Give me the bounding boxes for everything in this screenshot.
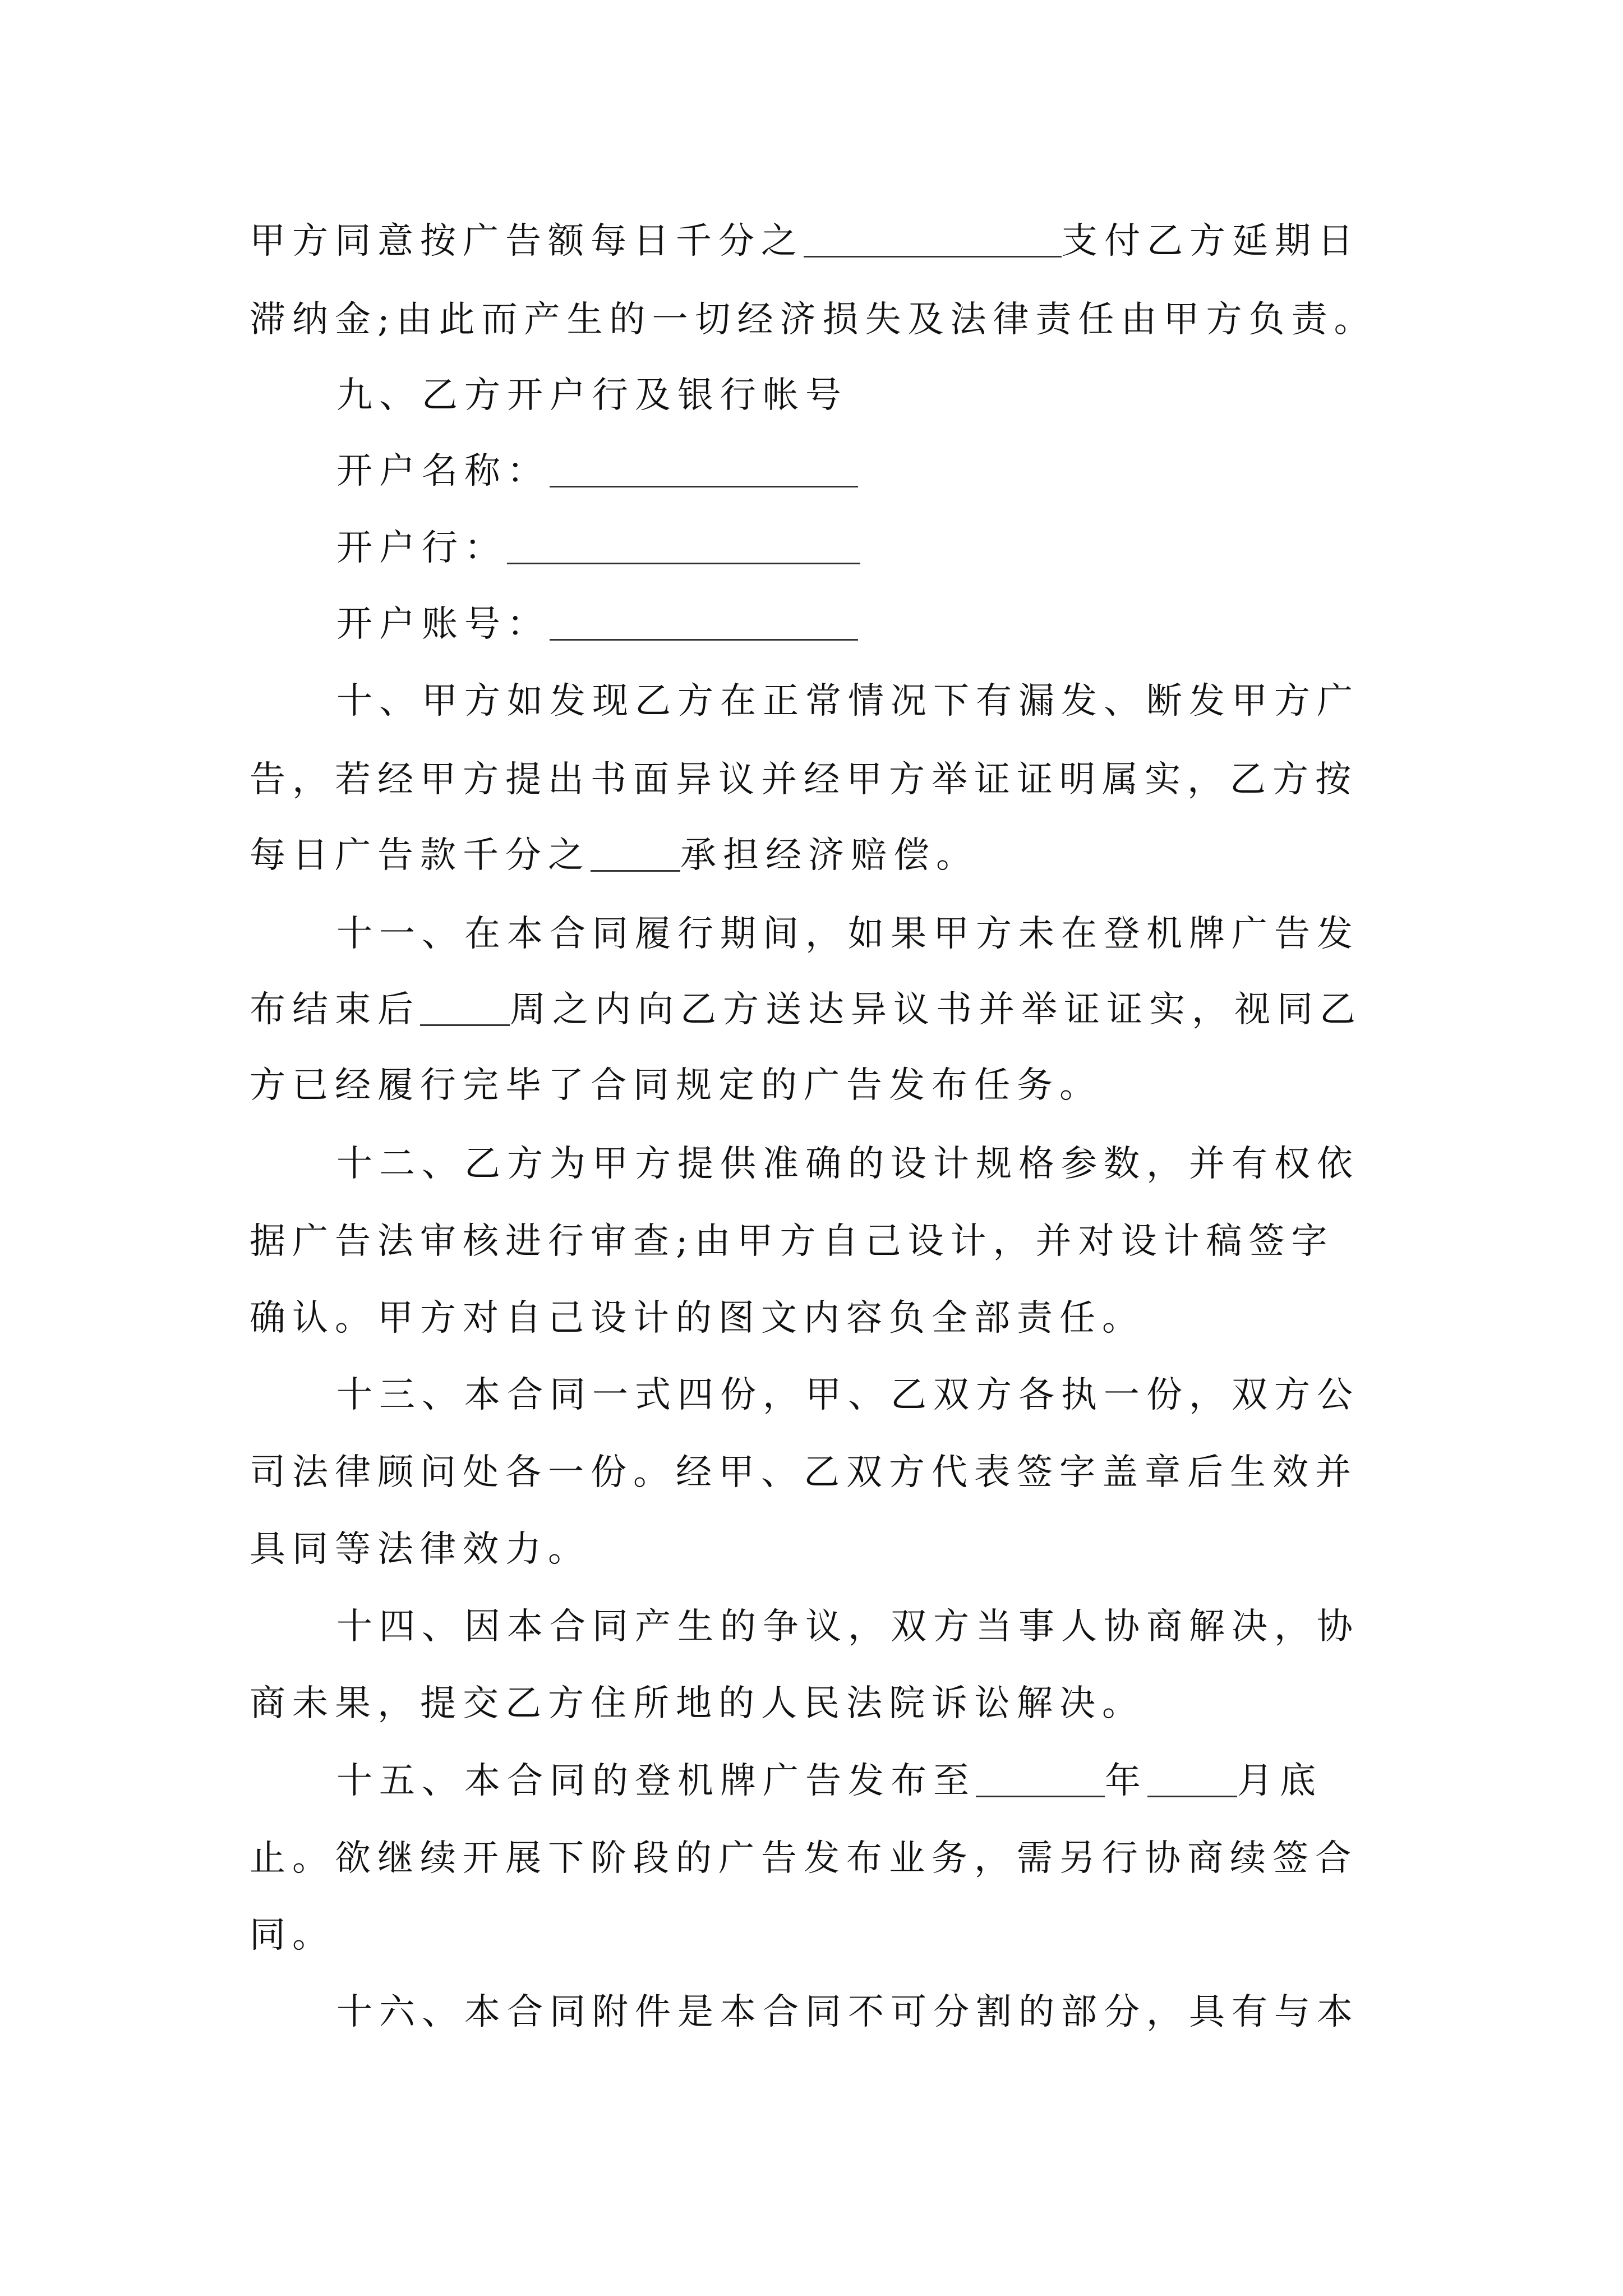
text-segment: 十六、本合同附件是本合同不可分割的部分，具有与本 bbox=[336, 1991, 1359, 2033]
text-line bbox=[336, 512, 1623, 585]
text-segment: 每日广告款千分之 bbox=[250, 835, 591, 876]
text-line bbox=[250, 1822, 1623, 1895]
text-line bbox=[250, 1205, 1623, 1278]
text-segment: 十四、因本合同产生的争议，双方当事人协商解决，协 bbox=[336, 1606, 1359, 1648]
text-line bbox=[336, 898, 1623, 970]
text-segment: 甲方同意按广告额每日千分之 bbox=[250, 220, 804, 262]
text-line bbox=[336, 435, 1623, 508]
text-segment: 确认。甲方对自己设计的图文内容负全部责任。 bbox=[250, 1297, 1145, 1339]
text-segment: 承担经济赔偿。 bbox=[680, 835, 979, 876]
fill-in-blank bbox=[804, 205, 1062, 257]
text-line bbox=[336, 1128, 1623, 1200]
text-segment: 年 bbox=[1105, 1760, 1147, 1802]
text-segment: 开户行： bbox=[336, 527, 507, 569]
text-segment: 同。 bbox=[250, 1915, 335, 1956]
text-line bbox=[250, 283, 1623, 356]
text-line bbox=[336, 1359, 1623, 1432]
text-line bbox=[250, 1513, 1623, 1586]
text-line bbox=[336, 588, 1623, 661]
text-segment: 十五、本合同的登机牌广告发布至 bbox=[336, 1760, 976, 1802]
text-segment: 方已经履行完毕了合同规定的广告发布任务。 bbox=[250, 1065, 1102, 1106]
fill-in-blank bbox=[550, 435, 858, 487]
fill-in-blank bbox=[591, 820, 680, 872]
text-line bbox=[250, 1899, 1623, 1972]
text-line bbox=[336, 359, 1623, 432]
text-line bbox=[336, 1745, 1623, 1818]
text-segment: 布结束后 bbox=[250, 989, 420, 1030]
text-segment: 开户账号： bbox=[336, 604, 550, 645]
text-segment: 滞纳金;由此而产生的一切经济损失及法律责任由甲方负责。 bbox=[250, 299, 1377, 341]
text-segment: 十一、在本合同履行期间，如果甲方未在登机牌广告发 bbox=[336, 913, 1359, 955]
fill-in-blank bbox=[420, 974, 510, 1026]
text-segment: 支付乙方延期日 bbox=[1062, 220, 1360, 262]
text-line bbox=[336, 1590, 1623, 1663]
fill-in-blank bbox=[1147, 1745, 1237, 1797]
text-segment: 开户名称： bbox=[336, 450, 550, 492]
text-segment: 告，若经甲方提出书面异议并经甲方举证证明属实，乙方按 bbox=[250, 759, 1358, 800]
text-line bbox=[336, 1976, 1623, 2049]
text-line bbox=[250, 973, 1623, 1046]
text-segment: 九、乙方开户行及银行帐号 bbox=[336, 375, 848, 416]
text-line bbox=[250, 743, 1623, 816]
text-segment: 止。欲继续开展下阶段的广告发布业务，需另行协商续签合 bbox=[250, 1838, 1358, 1879]
text-line bbox=[250, 819, 1623, 892]
text-segment: 据广告法审核进行审查;由甲方自己设计，并对设计稿签字 bbox=[250, 1221, 1334, 1262]
text-segment: 具同等法律效力。 bbox=[250, 1529, 591, 1570]
text-segment: 十二、乙方为甲方提供准确的设计规格参数，并有权依 bbox=[336, 1143, 1359, 1185]
text-line bbox=[250, 205, 1623, 278]
text-segment: 司法律顾问处各一份。经甲、乙双方代表签字盖章后生效并 bbox=[250, 1452, 1358, 1493]
text-segment: 周之内向乙方送达异议书并举证证实，视同乙 bbox=[510, 989, 1362, 1030]
text-segment: 商未果，提交乙方住所地的人民法院诉讼解决。 bbox=[250, 1683, 1145, 1724]
text-line bbox=[250, 1436, 1623, 1509]
text-line bbox=[250, 1667, 1623, 1740]
text-line bbox=[336, 665, 1623, 738]
text-segment: 十三、本合同一式四份，甲、乙双方各执一份，双方公 bbox=[336, 1374, 1359, 1416]
fill-in-blank bbox=[507, 512, 860, 564]
text-line bbox=[250, 1282, 1623, 1355]
text-segment: 十、甲方如发现乙方在正常情况下有漏发、断发甲方广 bbox=[336, 680, 1359, 722]
fill-in-blank bbox=[976, 1745, 1105, 1797]
text-line bbox=[250, 1049, 1623, 1122]
fill-in-blank bbox=[550, 588, 858, 641]
text-segment: 月底 bbox=[1237, 1760, 1322, 1802]
